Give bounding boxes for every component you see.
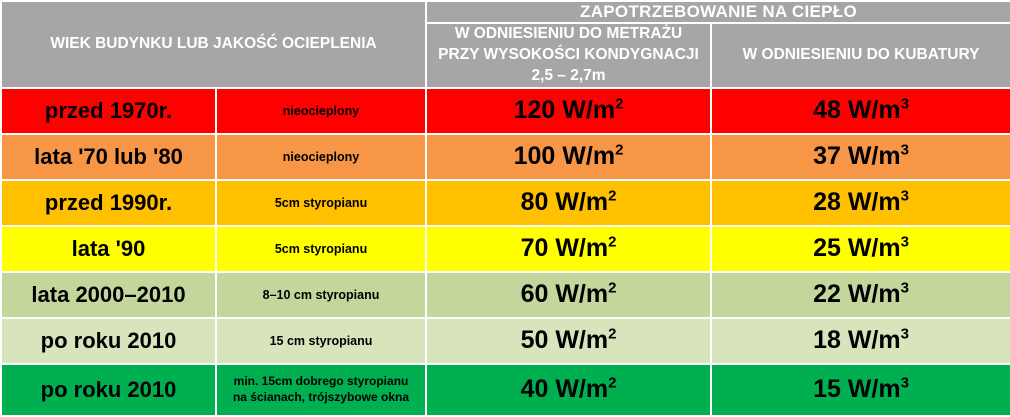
table-row <box>1 364 1010 416</box>
row-area-value <box>426 364 711 416</box>
row-volume-value <box>711 180 1010 226</box>
row-volume-value <box>711 272 1010 318</box>
row-volume-number: 25 W/m <box>813 234 901 263</box>
row-area-exponent: 2 <box>615 141 624 159</box>
row-age: po roku 2010 <box>1 364 216 416</box>
header-per-area-line1: W ODNIESIENIU DO METRAŻU <box>454 25 683 42</box>
row-volume-value <box>711 88 1010 134</box>
row-area-exponent: 2 <box>608 374 617 392</box>
row-area-value <box>426 134 711 180</box>
row-insulation: 15 cm styropianu <box>216 318 426 364</box>
row-volume-exponent: 3 <box>900 233 909 251</box>
table-header-row-1 <box>1 1 1010 23</box>
row-area-number: 50 W/m <box>520 326 609 355</box>
row-area-number: 70 W/m <box>520 234 609 263</box>
row-area-value <box>426 88 711 134</box>
row-age: po roku 2010 <box>1 318 216 364</box>
row-volume-number: 28 W/m <box>813 188 901 217</box>
table-row <box>1 180 1010 226</box>
row-volume-value <box>711 226 1010 272</box>
row-volume-number: 37 W/m <box>813 142 901 171</box>
row-area-number: 120 W/m <box>513 96 616 125</box>
table-row <box>1 88 1010 134</box>
row-area-number: 60 W/m <box>520 280 609 309</box>
row-age: lata '90 <box>1 226 216 272</box>
row-area-number: 100 W/m <box>513 142 616 171</box>
row-area-value <box>426 318 711 364</box>
row-age: lata '70 lub '80 <box>1 134 216 180</box>
header-building-age: WIEK BUDYNKU LUB JAKOŚĆ OCIEPLENIA <box>1 1 426 88</box>
header-per-area-line3: 2,5 – 2,7m <box>531 66 606 84</box>
row-insulation: 5cm styropianu <box>216 180 426 226</box>
row-volume-exponent: 3 <box>900 141 909 159</box>
row-insulation: nieocieplony <box>216 134 426 180</box>
row-area-value <box>426 226 711 272</box>
row-age: przed 1970r. <box>1 88 216 134</box>
row-volume-number: 22 W/m <box>813 280 901 309</box>
row-volume-number: 15 W/m <box>813 375 901 404</box>
row-area-exponent: 2 <box>608 279 617 297</box>
row-area-exponent: 2 <box>608 233 617 251</box>
header-heat-demand: ZAPOTRZEBOWANIE NA CIEPŁO <box>426 1 1010 23</box>
header-per-area <box>426 23 711 88</box>
row-area-number: 40 W/m <box>520 375 609 404</box>
row-insulation-line1: min. 15cm dobrego styropianu <box>233 374 409 389</box>
row-area-exponent: 2 <box>608 187 617 205</box>
header-per-volume: W ODNIESIENIU DO KUBATURY <box>711 23 1010 88</box>
row-volume-value <box>711 364 1010 416</box>
row-volume-exponent: 3 <box>900 187 909 205</box>
row-insulation: 5cm styropianu <box>216 226 426 272</box>
row-age: lata 2000–2010 <box>1 272 216 318</box>
row-volume-number: 48 W/m <box>813 96 901 125</box>
row-volume-exponent: 3 <box>900 374 909 392</box>
row-volume-value <box>711 134 1010 180</box>
row-insulation: 8–10 cm styropianu <box>216 272 426 318</box>
row-insulation <box>216 364 426 416</box>
table-row <box>1 272 1010 318</box>
row-area-value <box>426 180 711 226</box>
table-row <box>1 226 1010 272</box>
row-volume-value <box>711 318 1010 364</box>
table-row <box>1 318 1010 364</box>
row-area-exponent: 2 <box>608 325 617 343</box>
row-area-exponent: 2 <box>615 95 624 113</box>
header-per-area-line2: PRZY WYSOKOŚCI KONDYGNACJI <box>438 45 699 63</box>
row-volume-exponent: 3 <box>900 325 909 343</box>
row-area-number: 80 W/m <box>520 188 609 217</box>
row-area-value <box>426 272 711 318</box>
row-volume-exponent: 3 <box>900 95 909 113</box>
row-age: przed 1990r. <box>1 180 216 226</box>
row-insulation-line2: na ścianach, trójszybowe okna <box>232 389 410 404</box>
row-insulation: nieocieplony <box>216 88 426 134</box>
row-volume-exponent: 3 <box>900 279 909 297</box>
row-volume-number: 18 W/m <box>813 326 901 355</box>
table-row <box>1 134 1010 180</box>
